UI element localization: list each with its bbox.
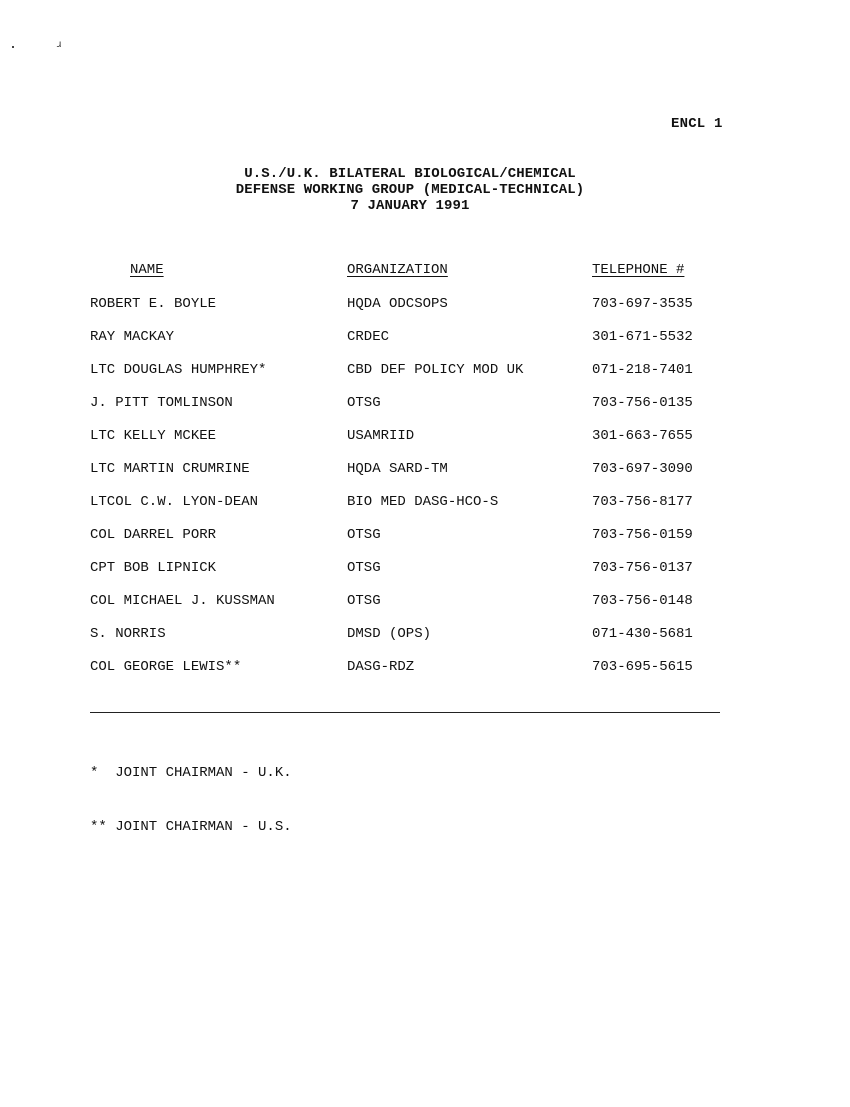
row-telephone: 703-697-3090 — [592, 461, 693, 477]
footnote-us: ** JOINT CHAIRMAN - U.S. — [90, 819, 292, 835]
row-name: ROBERT E. BOYLE — [90, 296, 217, 312]
table-row — [90, 295, 730, 328]
header-telephone: TELEPHONE # — [592, 262, 685, 278]
row-organization: OTSG — [347, 560, 381, 576]
row-name: COL GEORGE LEWIS** — [90, 659, 242, 675]
row-organization: HQDA ODCSOPS — [347, 296, 448, 312]
table-row — [90, 526, 730, 559]
row-telephone: 301-663-7655 — [592, 428, 693, 444]
footnotes — [90, 728, 292, 872]
row-name: COL MICHAEL J. KUSSMAN — [90, 593, 275, 609]
row-organization: HQDA SARD-TM — [347, 461, 448, 477]
scan-speck — [12, 46, 14, 48]
row-telephone: 703-697-3535 — [592, 296, 693, 312]
row-telephone: 301-671-5532 — [592, 329, 693, 345]
table-row — [90, 658, 730, 691]
row-telephone: 703-756-8177 — [592, 494, 693, 510]
row-name: S. NORRIS — [90, 626, 166, 642]
row-name: RAY MACKAY — [90, 329, 175, 345]
row-organization: CRDEC — [347, 329, 390, 345]
document-title — [150, 166, 670, 214]
table-row — [90, 559, 730, 592]
roster-table — [90, 262, 730, 691]
row-telephone: 703-756-0137 — [592, 560, 693, 576]
row-organization: CBD DEF POLICY MOD UK — [347, 362, 524, 378]
row-name: J. PITT TOMLINSON — [90, 395, 233, 411]
row-name: LTCOL C.W. LYON-DEAN — [90, 494, 259, 510]
row-telephone: 703-756-0148 — [592, 593, 693, 609]
row-name: CPT BOB LIPNICK — [90, 560, 217, 576]
row-telephone: 703-756-0135 — [592, 395, 693, 411]
row-name: LTC KELLY MCKEE — [90, 428, 217, 444]
table-row — [90, 592, 730, 625]
row-telephone: 071-218-7401 — [592, 362, 693, 378]
title-line-1: U.S./U.K. BILATERAL BIOLOGICAL/CHEMICAL — [244, 166, 576, 182]
enclosure-label: ENCL 1 — [671, 116, 723, 132]
title-date: 7 JANUARY 1991 — [350, 198, 470, 214]
row-name: LTC MARTIN CRUMRINE — [90, 461, 250, 477]
footnote-uk: * JOINT CHAIRMAN - U.K. — [90, 765, 292, 781]
row-telephone: 703-695-5615 — [592, 659, 693, 675]
table-row — [90, 427, 730, 460]
table-row — [90, 394, 730, 427]
row-organization: BIO MED DASG-HCO-S — [347, 494, 499, 510]
row-organization: OTSG — [347, 593, 381, 609]
row-organization: USAMRIID — [347, 428, 415, 444]
row-name: COL DARREL PORR — [90, 527, 217, 543]
row-organization: DMSD (OPS) — [347, 626, 432, 642]
row-organization: OTSG — [347, 395, 381, 411]
table-row — [90, 361, 730, 394]
footnote-divider — [90, 712, 720, 713]
row-name: LTC DOUGLAS HUMPHREY* — [90, 362, 267, 378]
table-row — [90, 460, 730, 493]
row-telephone: 703-756-0159 — [592, 527, 693, 543]
title-line-2: DEFENSE WORKING GROUP (MEDICAL-TECHNICAL) — [235, 182, 585, 198]
header-name: NAME — [130, 262, 164, 278]
header-organization: ORGANIZATION — [347, 262, 448, 278]
table-row — [90, 328, 730, 361]
table-header — [90, 262, 730, 295]
margin-mark: ɹ — [56, 40, 63, 51]
row-organization: DASG-RDZ — [347, 659, 415, 675]
row-telephone: 071-430-5681 — [592, 626, 693, 642]
row-organization: OTSG — [347, 527, 381, 543]
table-row — [90, 625, 730, 658]
table-row — [90, 493, 730, 526]
